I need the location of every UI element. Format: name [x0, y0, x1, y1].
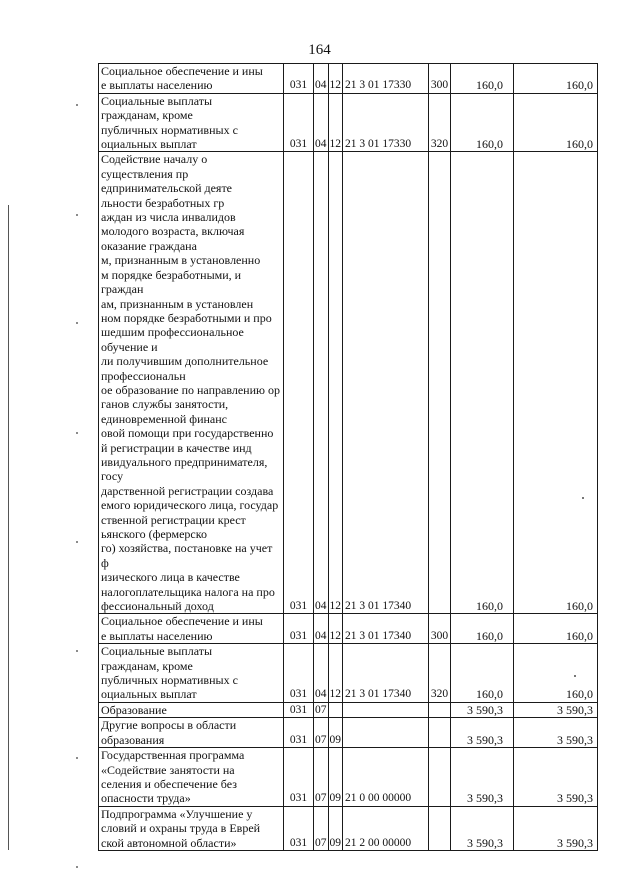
- code-vr-cell: [429, 748, 451, 807]
- code-csr-cell: [343, 702, 429, 717]
- amount-2-cell: 160,0: [514, 614, 598, 644]
- code-gr-cell: 031: [284, 644, 314, 703]
- code-csr-cell: 21 3 01 17340: [343, 152, 429, 614]
- amount-1-cell: 3 590,3: [451, 702, 514, 717]
- code-vr-cell: [429, 152, 451, 614]
- amount-2-cell: 3 590,3: [514, 806, 598, 850]
- code-gr-cell: 031: [284, 702, 314, 717]
- code-csr-cell: 21 3 01 17340: [343, 614, 429, 644]
- code-rz-cell: 04: [314, 614, 329, 644]
- table-row: [99, 64, 598, 94]
- amount-2-cell: 160,0: [514, 93, 598, 152]
- code-gr-cell: 031: [284, 64, 314, 94]
- row-name-cell: Социальное обеспечение и ины е выплаты населению: [99, 614, 284, 644]
- code-rz-cell: 04: [314, 93, 329, 152]
- code-rz-cell: 04: [314, 152, 329, 614]
- binding-margin-line: [8, 205, 9, 850]
- amount-1-cell: 160,0: [451, 644, 514, 703]
- code-pr-cell: 09: [328, 748, 343, 807]
- code-pr-cell: 09: [328, 718, 343, 748]
- amount-1-cell: 3 590,3: [451, 806, 514, 850]
- row-name-cell: Содействие началу о существления пр едпринимательской деяте льности безработных гр аждан из числа инвалидов молодого возраста, включая оказание граждана м, признанным в установленно м порядке безработными, и граждан ам, признанным в установлен ном порядке безработными и про шедшим профессиональное обучение и ли получившим дополнительное профессиональн ое образование по направлению ор ганов службы занятости, единовременной финанс овой помощи при государственно й регистрации в качестве инд ивидуального предпринимателя, госу дарственной регистрации создава емого юридического лица, государ ственной регистрации крест ьянского (фермерско го) хозяйства, постановке на учет ф изического лица в качестве налогоплательщика налога на про фессиональный доход: [99, 152, 284, 614]
- row-name-cell: Другие вопросы в области образования: [99, 718, 284, 748]
- code-pr-cell: 12: [328, 64, 343, 94]
- amount-2-cell: 3 590,3: [514, 718, 598, 748]
- edge-mark: [76, 541, 78, 543]
- amount-2-cell: 3 590,3: [514, 702, 598, 717]
- table-row: [99, 718, 598, 748]
- code-csr-cell: 21 2 00 00000: [343, 806, 429, 850]
- code-vr-cell: [429, 702, 451, 717]
- table-row: [99, 644, 598, 703]
- code-gr-cell: 031: [284, 806, 314, 850]
- code-rz-cell: 07: [314, 718, 329, 748]
- amount-2-cell: 3 590,3: [514, 748, 598, 807]
- code-pr-cell: 12: [328, 614, 343, 644]
- code-pr-cell: 12: [328, 644, 343, 703]
- code-vr-cell: 300: [429, 614, 451, 644]
- code-rz-cell: 07: [315, 703, 327, 716]
- row-name-cell: Образование: [99, 702, 284, 717]
- code-csr-cell: 21 3 01 17340: [343, 644, 429, 703]
- amount-1-cell: 160,0: [451, 64, 514, 94]
- code-pr-cell: 12: [328, 152, 343, 614]
- amount-1-cell: 3 590,3: [451, 748, 514, 807]
- code-vr-cell: 320: [429, 644, 451, 703]
- code-pr-cell: [328, 702, 343, 717]
- code-gr-cell: 031: [284, 718, 314, 748]
- row-name-cell: Социальные выплаты гражданам, кроме публичных нормативных с оциальных выплат: [99, 644, 284, 703]
- edge-mark: [76, 650, 78, 652]
- code-gr-cell: 031: [284, 614, 314, 644]
- page-number: 164: [308, 42, 331, 58]
- code-pr-cell: 12: [328, 93, 343, 152]
- code-rz-cell: 07: [314, 806, 329, 850]
- code-rz-cell: 04: [314, 644, 329, 703]
- table-row: [99, 702, 598, 717]
- amount-1-cell: 160,0: [451, 614, 514, 644]
- row-name-cell: Государственная программа «Содействие занятости на селения и обеспечение без опасности труда»: [99, 748, 284, 807]
- code-csr-cell: 21 0 00 00000: [343, 748, 429, 807]
- amount-2-cell: 160,0: [514, 64, 598, 94]
- table-row: [99, 806, 598, 850]
- code-vr-cell: 300: [429, 64, 451, 94]
- row-name-cell: Социальное обеспечение и ины е выплаты населению: [99, 64, 284, 94]
- edge-mark: [76, 432, 78, 434]
- amount-2-cell: 160,0: [514, 644, 598, 703]
- edge-mark: [76, 214, 78, 216]
- edge-mark: [76, 104, 78, 106]
- code-gr-cell: 031: [284, 748, 314, 807]
- edge-mark: [76, 322, 78, 324]
- edge-mark: [76, 866, 78, 868]
- amount-1-cell: 3 590,3: [451, 718, 514, 748]
- table-row: [99, 748, 598, 807]
- code-csr-cell: 21 3 01 17330: [343, 64, 429, 94]
- code-vr-cell: [429, 718, 451, 748]
- code-gr-cell: 031: [284, 152, 314, 614]
- edge-mark: [76, 757, 78, 759]
- amount-1-cell: 160,0: [451, 93, 514, 152]
- code-csr-cell: [343, 718, 429, 748]
- row-name-cell: Подпрограмма «Улучшение у словий и охраны труда в Еврей ской автономной области»: [99, 806, 284, 850]
- code-vr-cell: 320: [429, 93, 451, 152]
- table-row: [99, 93, 598, 152]
- code-csr-cell: 21 3 01 17330: [343, 93, 429, 152]
- amount-1-cell: 160,0: [451, 152, 514, 614]
- amount-2-cell: 160,0: [514, 152, 598, 614]
- table-row: [99, 152, 598, 614]
- code-rz-cell: 07: [314, 748, 329, 807]
- code-pr-cell: 09: [328, 806, 343, 850]
- code-rz-cell: 04: [314, 64, 329, 94]
- row-name-cell: Социальные выплаты гражданам, кроме публичных нормативных с оциальных выплат: [99, 93, 284, 152]
- code-vr-cell: [429, 806, 451, 850]
- table-row: [99, 614, 598, 644]
- code-gr-cell: 031: [284, 93, 314, 152]
- budget-table: [98, 63, 598, 851]
